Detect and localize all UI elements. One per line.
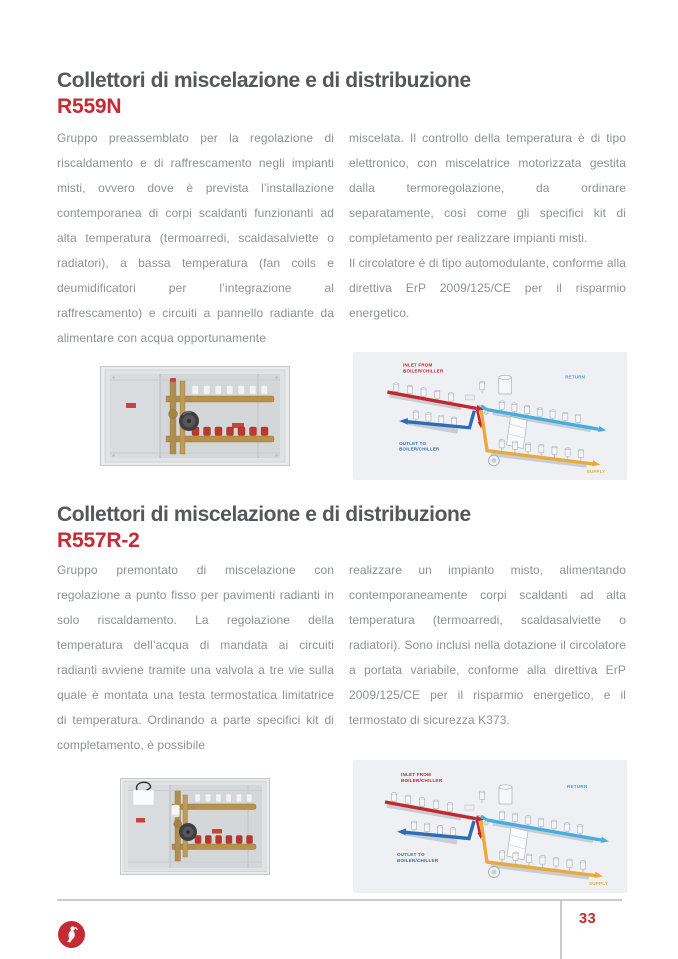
mixing-valve	[169, 410, 178, 419]
cabinet-illustration	[100, 366, 290, 466]
installation-diagram-r557r-2	[353, 760, 627, 893]
giacomini-logo	[58, 921, 85, 948]
supply-label: SUPPLY	[589, 881, 609, 886]
inlet-label-line2: BOILER/CHILLER	[401, 778, 443, 783]
inlet-label-line1: INLET FROM	[401, 772, 432, 777]
section-title: Collettori di miscelazione e di distribuzione	[57, 503, 471, 526]
footer-vertical-divider	[560, 899, 562, 959]
text-column-left	[57, 558, 334, 758]
thermostatic-head	[172, 805, 180, 817]
return-label: RETURN	[565, 374, 586, 380]
cabinet-illustration	[120, 778, 270, 875]
outlet-label-line2: BOILER/CHILLER	[399, 446, 440, 452]
inlet-label-line1: INLET FROM	[403, 362, 433, 368]
body-paragraph: Gruppo preassemblato per la regolazione di riscaldamento e di raffrescamento negli impianti misti, ovvero dove è prevista l’installazione contemporanea di corpi scaldanti funzionanti ad alta temperatura (termoarredi, scaldasalviette o radiatori), a bassa temperatura (fan coils e deumidificatori per l’integrazione al raffrescamento) e circuiti a pannello radiante da alimentare con acqua opportunamente	[57, 131, 334, 345]
outlet-label-line1: OUTLET TO	[397, 852, 425, 857]
circulator-pump	[179, 823, 197, 841]
text-column-right	[349, 126, 626, 326]
text-column-left	[57, 126, 334, 351]
installation-diagram-r559n	[353, 352, 627, 480]
page-number: 33	[579, 911, 597, 927]
product-code: R557R-2	[57, 529, 140, 552]
red-label-sticker	[136, 818, 145, 823]
footer-divider	[57, 899, 622, 901]
body-paragraph: miscelata. Il controllo della temperatura è di tipo elettronico, con miscelatrice motorizzata gestita dalla termoregolazione, da ordinare separatamente, così come gli specifici kit di completamento per realizzare impianti misti.	[349, 131, 626, 245]
piping-schematic	[353, 760, 627, 893]
supply-label: SUPPLY	[586, 469, 606, 475]
outlet-label-line1: OUTLET TO	[399, 440, 427, 446]
product-photo-r557r-2	[57, 760, 333, 893]
text-column-right	[349, 558, 626, 733]
circulator-pump	[179, 411, 199, 431]
product-photo-r559n	[57, 352, 333, 480]
mixing-valve	[174, 820, 182, 828]
section-title: Collettori di miscelazione e di distribuzione	[57, 69, 471, 92]
return-pipe	[481, 406, 606, 432]
body-paragraph: Gruppo premontato di miscelazione con regolazione a punto fisso per pavimenti radianti in solo riscaldamento. La regolazione della temperatura dell’acqua di mandata ai circuiti radianti avviene tramite una valvola a tre vie sulla quale è montata una testa termostatica limitatrice di temperatura. Ordinando a parte specifici kit di completamento, è possibile	[57, 563, 334, 752]
red-label-sticker	[126, 403, 136, 408]
inlet-label-line2: BOILER/CHILLER	[403, 368, 444, 374]
outlet-label-line2: BOILER/CHILLER	[397, 858, 439, 863]
return-label: RETURN	[567, 784, 588, 789]
body-paragraph: Il circolatore è di tipo automodulante, conforme alla direttiva ErP 2009/125/CE per il risparmio energetico.	[349, 256, 626, 320]
return-pipe	[481, 816, 609, 843]
body-paragraph: realizzare un impianto misto, alimentando contemporaneamente corpi scaldanti ad alta temperatura (termoarredi, scaldasalviette o radiatori). Sono inclusi nella dotazione il circolatore a portata variabile, conforme alla direttiva ErP 2009/125/CE per il risparmio energetico, e il termostato di sicurezza K373.	[349, 563, 626, 727]
product-code: R559N	[57, 95, 122, 118]
piping-schematic	[353, 352, 627, 480]
red-label-sticker	[212, 829, 222, 834]
